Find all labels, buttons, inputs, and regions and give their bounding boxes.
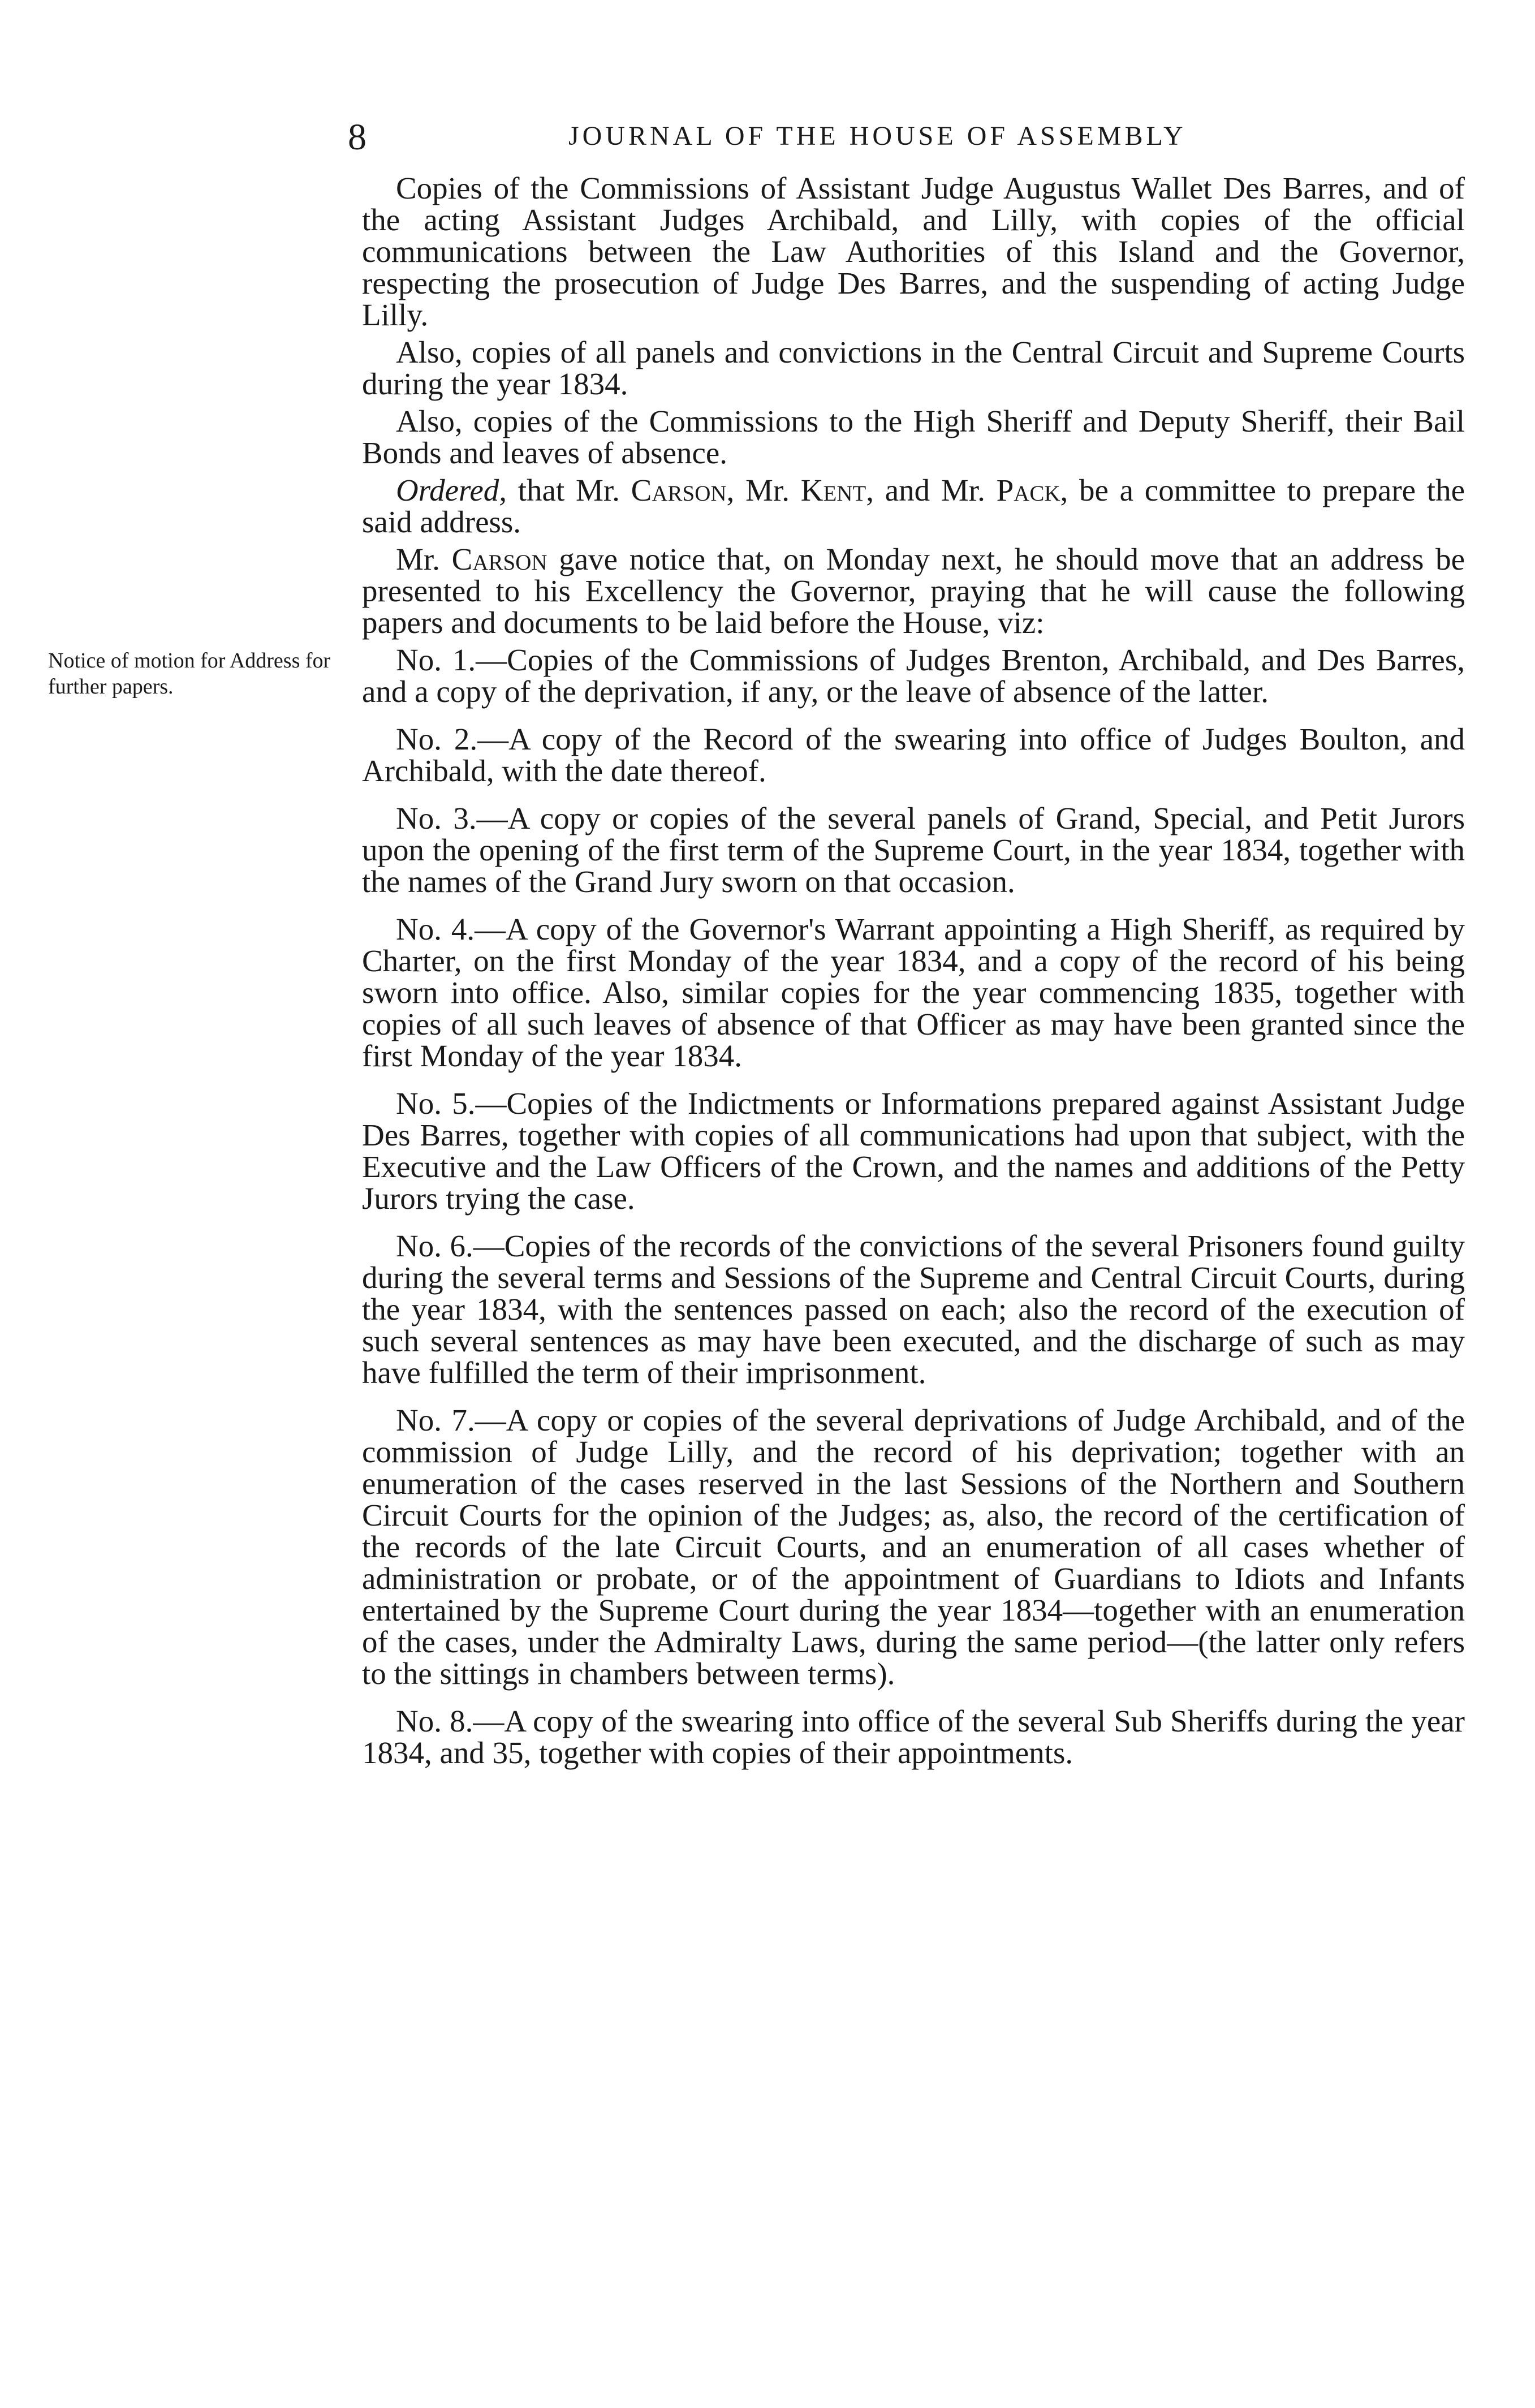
item-no-8: No. 8.—A copy of the swearing into office of the several Sub Sheriffs during the year 1834, and 35, together with copies of their appointments. — [362, 1704, 1465, 1770]
item-no-6: No. 6.—Copies of the records of the convictions of the several Prisoners found guilty during the several terms and Sessions of the Supreme and Central Circuit Courts, during the year 1834, with the sentences passed on each; also the record of the execution of such several sentences as may have been executed, and the discharge of such as may have fulfilled the term of their imprisonment. — [362, 1229, 1465, 1390]
running-head: JOURNAL OF THE HOUSE OF ASSEMBLY — [568, 121, 1187, 151]
item-no-7: No. 7.—A copy or copies of the several deprivations of Judge Archibald, and of the commission of Judge Lilly, and the record of his deprivation; together with an enumeration of the cases reserved in the last Sessions of the Northern and Southern Circuit Courts for the opinion of the Judges; as, also, the record of the certification of the records of the late Circuit Courts, and an enumeration of all cases whether of administration or probate, or of the appointment of Guardians to Idiots and Infants entertained by the Supreme Court during the year 1834—together with an enumeration of the cases, under the Admiralty Laws, during the same period—(the latter only refers to the sittings in chambers between terms). — [362, 1403, 1465, 1691]
notice-text-2: gave notice that, on Monday next, he should move that an address be presented to his Excellency the Governor, praying that he will cause the following papers and documents to be laid before the House, viz: — [362, 542, 1465, 640]
ordered-text-4: , be a committee to prepare the said address. — [362, 473, 1465, 539]
name-pack: Pack — [996, 473, 1060, 507]
paragraph-notice — [362, 544, 1465, 639]
paragraph-commissions: Copies of the Commissions of Assistant Judge Augustus Wallet Des Barres, and of the acting Assistant Judges Archibald, and Lilly, with copies of the official communications between the Law Authorities of this Island and the Governor, respecting the prosecution of Judge Des Barres, and the suspending of acting Judge Lilly. — [362, 171, 1465, 332]
body-text — [362, 173, 1465, 1774]
item-no-3: No. 3.—A copy or copies of the several panels of Grand, Special, and Petit Jurors upon the opening of the first term of the Supreme Court, in the year 1834, together with the names of the Grand Jury sworn on that occasion. — [362, 801, 1465, 899]
item-no-2: No. 2.—A copy of the Record of the swearing into office of Judges Boulton, and Archibald, with the date thereof. — [362, 722, 1465, 788]
page-number: 8 — [348, 117, 366, 158]
paragraph-sheriff-commissions: Also, copies of the Commissions to the High Sheriff and Deputy Sheriff, their Bail Bonds and leaves of absence. — [362, 404, 1465, 470]
paragraph-panels: Also, copies of all panels and convictions in the Central Circuit and Supreme Courts during the year 1834. — [362, 335, 1465, 401]
name-carson: Carson — [631, 473, 727, 507]
page-header — [348, 116, 1479, 161]
notice-text-1: Mr. — [396, 542, 452, 576]
name-carson-notice: Carson — [451, 542, 547, 576]
ordered-text-1: that Mr. — [507, 473, 631, 507]
ordered-word: Ordered, — [396, 473, 507, 507]
item-no-4: No. 4.—A copy of the Governor's Warrant appointing a High Sheriff, as required by Charter, on the first Monday of the year 1834, and a copy of the record of his being sworn into office. Also, similar copies for the year commencing 1835, together with copies of all such leaves of absence of that Officer as may have been granted since the first Monday of the year 1834. — [362, 912, 1465, 1073]
name-kent: Kent — [800, 473, 866, 507]
ordered-text-3: , and Mr. — [866, 473, 997, 507]
paragraph-ordered — [362, 475, 1465, 538]
item-no-5: No. 5.—Copies of the Indictments or Informations prepared against Assistant Judge Des Barres, together with copies of all communications had upon that subject, with the Executive and the Law Officers of the Crown, and the names and additions of the Petty Jurors trying the case. — [362, 1086, 1465, 1216]
item-no-1: No. 1.—Copies of the Commissions of Judges Brenton, Archibald, and Des Barres, and a copy of the deprivation, if any, or the leave of absence of the latter. — [362, 643, 1465, 709]
margin-note: Notice of motion for Address for further papers. — [48, 649, 331, 699]
ordered-text-2: , Mr. — [726, 473, 801, 507]
